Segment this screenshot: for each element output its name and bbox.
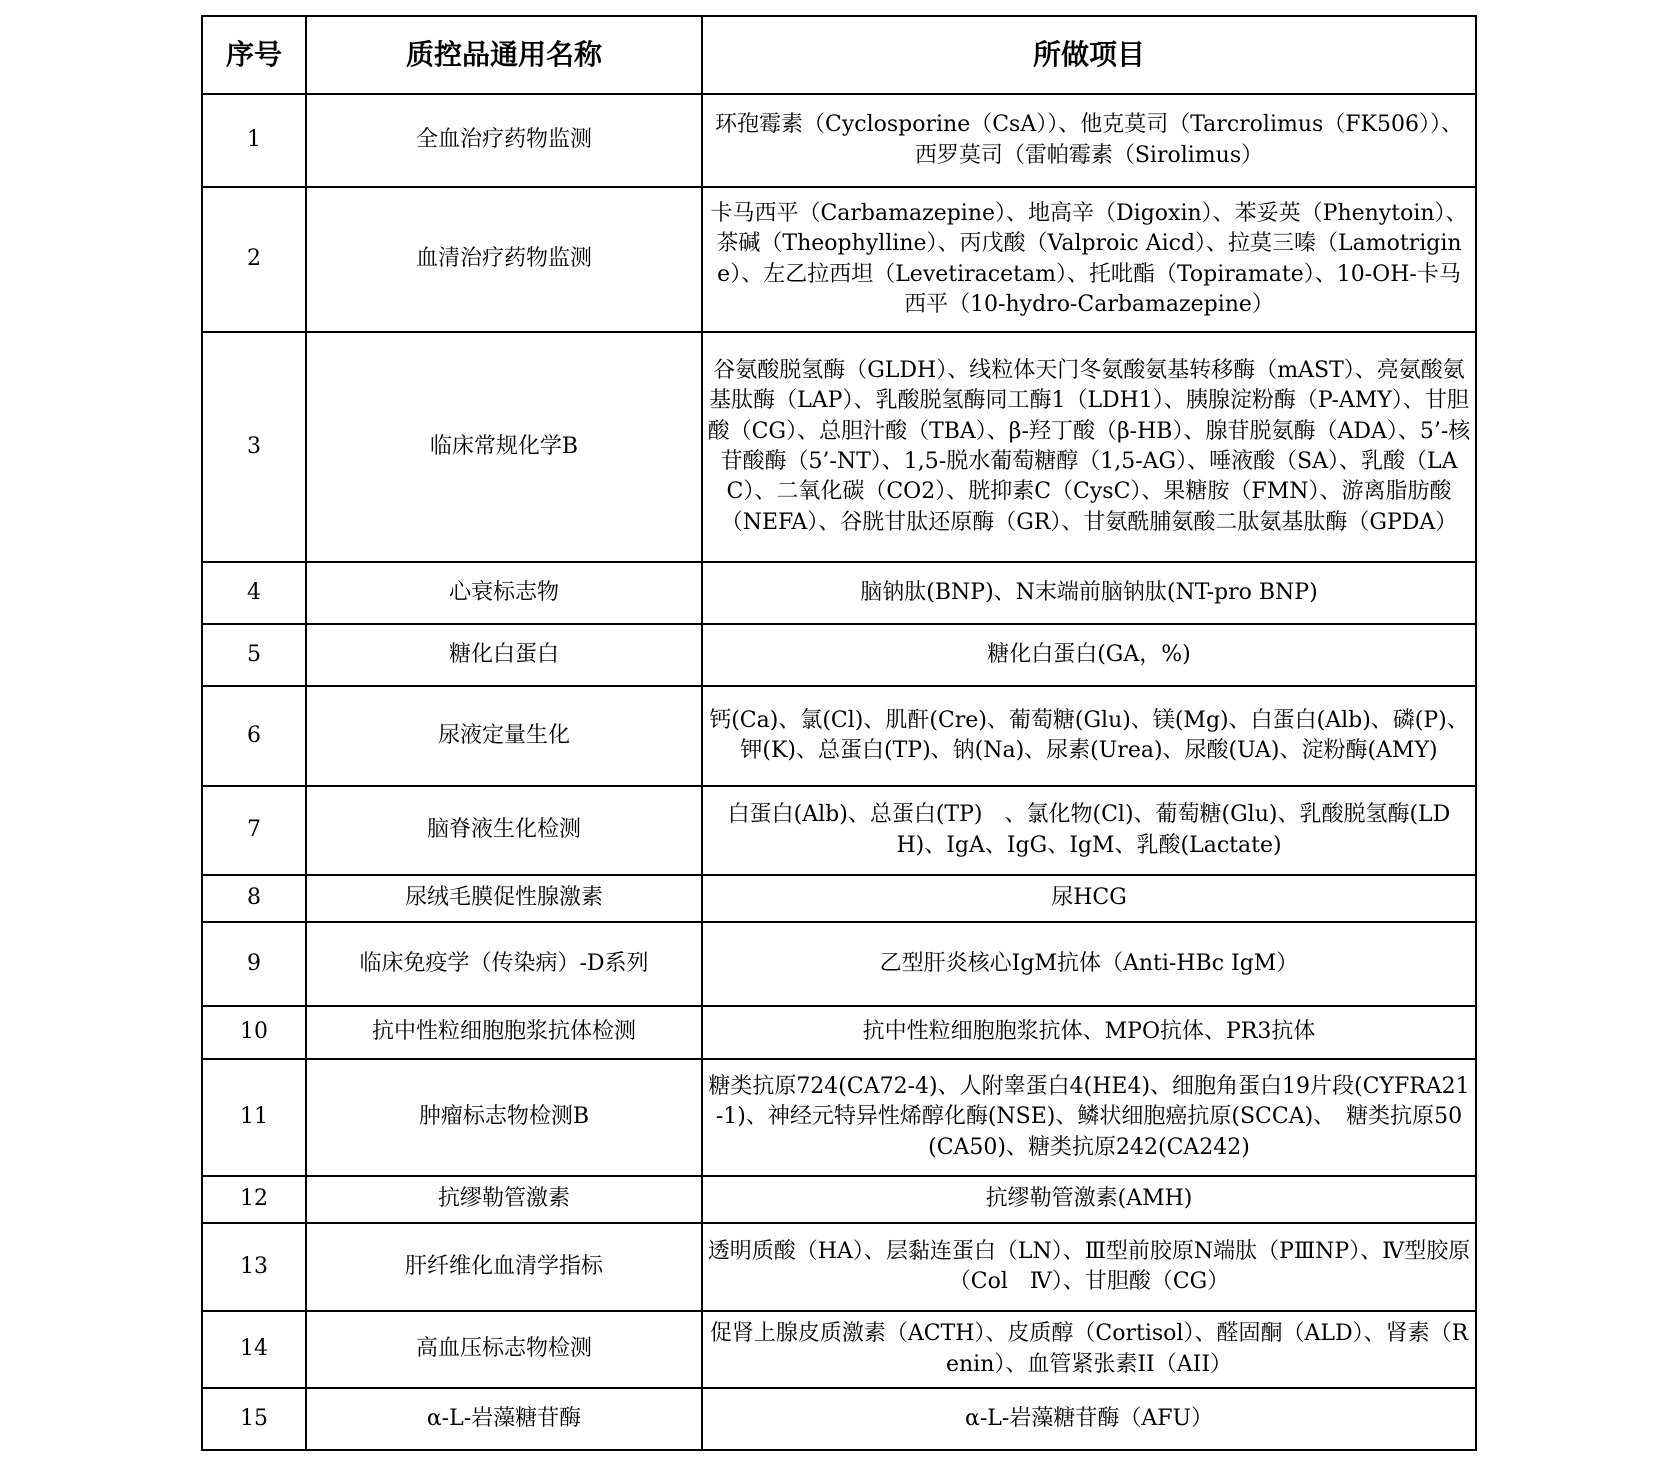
row-product-name: 临床免疫学（传染病）-D系列 [306,922,702,1006]
table-row [202,1006,1476,1059]
row-product-name: 糖化白蛋白 [306,624,702,686]
row-product-name: 心衰标志物 [306,562,702,624]
row-number: 13 [202,1223,306,1311]
row-number: 7 [202,786,306,875]
row-product-name: 高血压标志物检测 [306,1311,702,1388]
row-product-name: α-L-岩藻糖苷酶 [306,1388,702,1450]
header-serial-number: 序号 [202,16,306,94]
table-row [202,94,1476,187]
row-number: 2 [202,187,306,332]
row-test-items: 环孢霉素（Cyclosporine（CsA））、他克莫司（Tarcrolimus（FK506））、西罗莫司（雷帕霉素（Sirolimus） [702,94,1476,187]
row-number: 9 [202,922,306,1006]
table-row [202,875,1476,922]
table-row [202,786,1476,875]
row-test-items: 尿HCG [702,875,1476,922]
row-test-items: 抗缪勒管激素(AMH) [702,1176,1476,1223]
row-test-items: 谷氨酸脱氢酶（GLDH）、线粒体天门冬氨酸氨基转移酶（mAST）、亮氨酸氨基肽酶（LAP）、乳酸脱氢酶同工酶1（LDH1）、胰腺淀粉酶（P-AMY）、甘胆酸（CG）、总胆汁酸（TBA）、β-羟丁酸（β-HB）、腺苷脱氨酶（ADA）、5’-核苷酸酶（5’-NT）、1,5-脱水葡萄糖醇（1,5-AG）、唾液酸（SA）、乳酸（LAC）、二氧化碳（CO2）、胱抑素C（CysC）、果糖胺（FMN）、游离脂肪酸（NEFA）、谷胱甘肽还原酶（GR）、甘氨酰脯氨酸二肽氨基肽酶（GPDA） [702,332,1476,562]
row-number: 5 [202,624,306,686]
row-product-name: 临床常规化学B [306,332,702,562]
table-row [202,1388,1476,1450]
header-product-name: 质控品通用名称 [306,16,702,94]
row-product-name: 肝纤维化血清学指标 [306,1223,702,1311]
header-test-items: 所做项目 [702,16,1476,94]
row-test-items: 糖类抗原724(CA72-4)、人附睾蛋白4(HE4)、细胞角蛋白19片段(CYFRA21-1)、神经元特异性烯醇化酶(NSE)、鳞状细胞癌抗原(SCCA)、 糖类抗原50(CA50)、糖类抗原242(CA242) [702,1059,1476,1176]
table-header-row [202,16,1476,94]
table-row [202,1223,1476,1311]
row-test-items: α-L-岩藻糖苷酶（AFU） [702,1388,1476,1450]
row-product-name: 抗中性粒细胞胞浆抗体检测 [306,1006,702,1059]
row-number: 1 [202,94,306,187]
row-product-name: 抗缪勒管激素 [306,1176,702,1223]
row-number: 4 [202,562,306,624]
row-test-items: 促肾上腺皮质激素（ACTH）、皮质醇（Cortisol）、醛固酮（ALD）、肾素（Renin）、血管紧张素II（AII） [702,1311,1476,1388]
row-number: 12 [202,1176,306,1223]
table-row [202,332,1476,562]
table-row [202,1311,1476,1388]
row-product-name: 肿瘤标志物检测B [306,1059,702,1176]
row-number: 10 [202,1006,306,1059]
row-test-items: 糖化白蛋白(GA，%) [702,624,1476,686]
table-row [202,922,1476,1006]
row-test-items: 抗中性粒细胞胞浆抗体、MPO抗体、PR3抗体 [702,1006,1476,1059]
table-row [202,187,1476,332]
row-test-items: 透明质酸（HA）、层黏连蛋白（LN）、Ⅲ型前胶原N端肽（PⅢNP）、Ⅳ型胶原（Col Ⅳ）、甘胆酸（CG） [702,1223,1476,1311]
table-row [202,562,1476,624]
row-product-name: 脑脊液生化检测 [306,786,702,875]
row-product-name: 血清治疗药物监测 [306,187,702,332]
table-row [202,1176,1476,1223]
row-product-name: 尿液定量生化 [306,686,702,786]
row-test-items: 钙(Ca)、氯(Cl)、肌酐(Cre)、葡萄糖(Glu)、镁(Mg)、白蛋白(Alb)、磷(P)、钾(K)、总蛋白(TP)、钠(Na)、尿素(Urea)、尿酸(UA)、淀粉酶(AMY) [702,686,1476,786]
row-test-items: 乙型肝炎核心IgM抗体（Anti-HBc IgM） [702,922,1476,1006]
table-row [202,624,1476,686]
row-number: 8 [202,875,306,922]
row-test-items: 白蛋白(Alb)、总蛋白(TP) 、氯化物(Cl)、葡萄糖(Glu)、乳酸脱氢酶(LDH)、IgA、IgG、IgM、乳酸(Lactate) [702,786,1476,875]
row-product-name: 尿绒毛膜促性腺激素 [306,875,702,922]
qc-products-table [201,15,1477,1451]
row-number: 6 [202,686,306,786]
table-row [202,1059,1476,1176]
row-test-items: 脑钠肽(BNP)、N末端前脑钠肽(NT-pro BNP) [702,562,1476,624]
row-number: 3 [202,332,306,562]
row-product-name: 全血治疗药物监测 [306,94,702,187]
row-number: 11 [202,1059,306,1176]
row-number: 15 [202,1388,306,1450]
row-test-items: 卡马西平（Carbamazepine）、地高辛（Digoxin）、苯妥英（Phenytoin）、茶碱（Theophylline）、丙戊酸（Valproic Aicd）、拉莫三嗪（Lamotrigine）、左乙拉西坦（Levetiracetam）、托吡酯（Topiramate）、10-OH-卡马西平（10-hydro-Carbamazepine） [702,187,1476,332]
row-number: 14 [202,1311,306,1388]
table-row [202,686,1476,786]
